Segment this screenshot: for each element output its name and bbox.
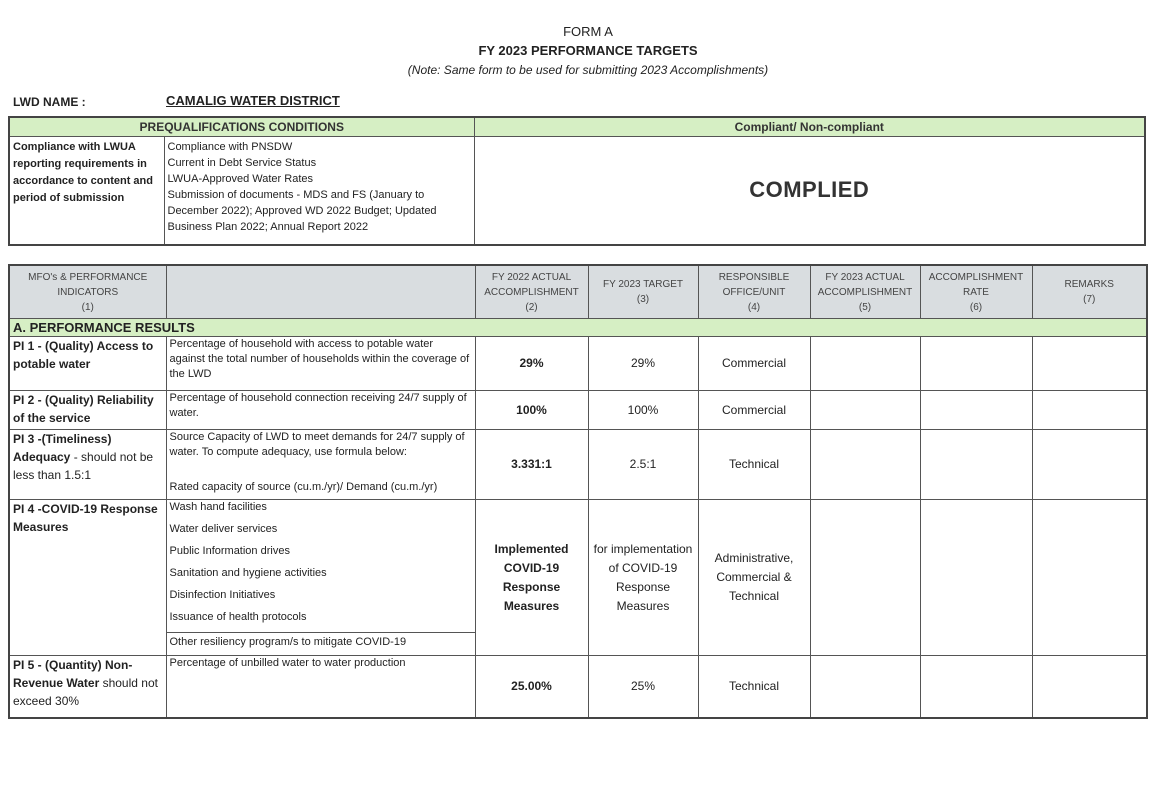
col-header-indicators: MFO's & PERFORMANCE INDICATORS (1) [9, 265, 166, 319]
table-row [9, 337, 1147, 391]
covid-measure-item: Issuance of health protocols [169, 611, 307, 623]
pi3-formula: Rated capacity of source (cu.m./yr)/ Demand (cu.m./yr) [169, 481, 438, 493]
pi1-target: 29% [588, 337, 698, 391]
pi2-rate [920, 391, 1032, 430]
pi3-rate [920, 430, 1032, 500]
pi5-target: 25% [588, 656, 698, 718]
table-row [9, 391, 1147, 430]
pi3-name: PI 3 -(Timeliness) Adequacy - should not be less than 1.5:1 [9, 430, 166, 500]
condition-item: Current in Debt Service Status [167, 157, 317, 169]
pi2-target: 100% [588, 391, 698, 430]
form-label: FORM A [563, 24, 613, 39]
condition-item: LWUA-Approved Water Rates [167, 173, 313, 185]
pi5-remarks [1032, 656, 1147, 718]
pi5-office: Technical [698, 656, 810, 718]
pi4-actual: Implemented COVID-19 Response Measures [475, 500, 588, 656]
pi1-rate [920, 337, 1032, 391]
pi2-name: PI 2 - (Quality) Reliability of the service [9, 391, 166, 430]
pi3-description: Source Capacity of LWD to meet demands for 24/7 supply of water. To compute adequacy, use formula below: Rated capacity of source (cu.m./yr)/ Demand (cu.m./yr) [166, 430, 475, 500]
table-row [9, 500, 1147, 656]
section-performance-results: A. PERFORMANCE RESULTS [9, 319, 1147, 337]
table-row [9, 430, 1147, 500]
covid-measure-item: Water deliver services [169, 523, 278, 535]
pi3-target: 2.5:1 [588, 430, 698, 500]
pi3-remarks [1032, 430, 1147, 500]
lwd-name-label: LWD NAME : [13, 95, 86, 109]
pi1-remarks [1032, 337, 1147, 391]
pi2-actual: 100% [475, 391, 588, 430]
col-header-fy2023-target: FY 2023 TARGET (3) [588, 265, 698, 319]
col-header-fy2023-actual: FY 2023 ACTUAL ACCOMPLISHMENT (5) [810, 265, 920, 319]
pi4-rate [920, 500, 1032, 656]
pi4-fy2023-actual [810, 500, 920, 656]
pi2-remarks [1032, 391, 1147, 430]
pi3-fy2023-actual [810, 430, 920, 500]
pi4-office: Administrative, Commercial & Technical [698, 500, 810, 656]
pi5-rate [920, 656, 1032, 718]
lwd-name-value: CAMALIG WATER DISTRICT [166, 93, 340, 108]
pi5-name: PI 5 - (Quantity) Non-Revenue Water should not exceed 30% [9, 656, 166, 718]
prequal-header: PREQUALIFICATIONS CONDITIONS [9, 117, 474, 137]
pi1-office: Commercial [698, 337, 810, 391]
pi5-fy2023-actual [810, 656, 920, 718]
pi4-remarks [1032, 500, 1147, 656]
prequal-conditions [164, 137, 474, 245]
pi4-name: PI 4 -COVID-19 Response Measures [9, 500, 166, 656]
pi3-office: Technical [698, 430, 810, 500]
pi4-target: for implementation of COVID-19 Response Measures [588, 500, 698, 656]
pi2-office: Commercial [698, 391, 810, 430]
performance-table [8, 264, 1148, 719]
covid-measure-item: Disinfection Initiatives [169, 589, 276, 601]
col-header-blank [166, 265, 475, 319]
pi3-actual: 3.331:1 [475, 430, 588, 500]
pi1-actual: 29% [475, 337, 588, 391]
covid-measure-item: Wash hand facilities [169, 501, 267, 513]
covid-measure-item: Sanitation and hygiene activities [169, 567, 327, 579]
covid-measure-item: Public Information drives [169, 545, 290, 557]
pi1-fy2023-actual [810, 337, 920, 391]
covid-measure-item: Other resiliency program/s to mitigate COVID-19 [167, 632, 475, 651]
col-header-remarks: REMARKS (7) [1032, 265, 1147, 319]
col-header-fy2022-actual: FY 2022 ACTUAL ACCOMPLISHMENT (2) [475, 265, 588, 319]
condition-item: Compliance with PNSDW [167, 141, 293, 153]
pi1-name: PI 1 - (Quality) Access to potable water [9, 337, 166, 391]
compliance-header: Compliant/ Non-compliant [474, 117, 1145, 137]
pi2-description: Percentage of household connection receiving 24/7 supply of water. [166, 391, 475, 430]
pi4-measures-list [166, 500, 475, 656]
condition-item: Submission of documents - MDS and FS (January to December 2022); Approved WD 2022 Budget; Updated Business Plan 2022; Annual Report 2022 [167, 189, 437, 233]
col-header-responsible-office: RESPONSIBLE OFFICE/UNIT (4) [698, 265, 810, 319]
table-row [9, 656, 1147, 718]
form-title: FY 2023 PERFORMANCE TARGETS [478, 43, 698, 58]
prequalification-table [8, 116, 1146, 246]
compliance-status: COMPLIED [474, 137, 1145, 245]
prequal-requirement: Compliance with LWUA reporting requirements in accordance to content and period of submission [9, 137, 164, 245]
pi1-description: Percentage of household with access to potable water against the total number of households within the coverage of the LWD [166, 337, 475, 391]
pi5-description: Percentage of unbilled water to water production [166, 656, 475, 718]
pi2-fy2023-actual [810, 391, 920, 430]
col-header-accomplishment-rate: ACCOMPLISHMENT RATE (6) [920, 265, 1032, 319]
pi5-actual: 25.00% [475, 656, 588, 718]
form-note: (Note: Same form to be used for submitting 2023 Accomplishments) [407, 63, 769, 77]
